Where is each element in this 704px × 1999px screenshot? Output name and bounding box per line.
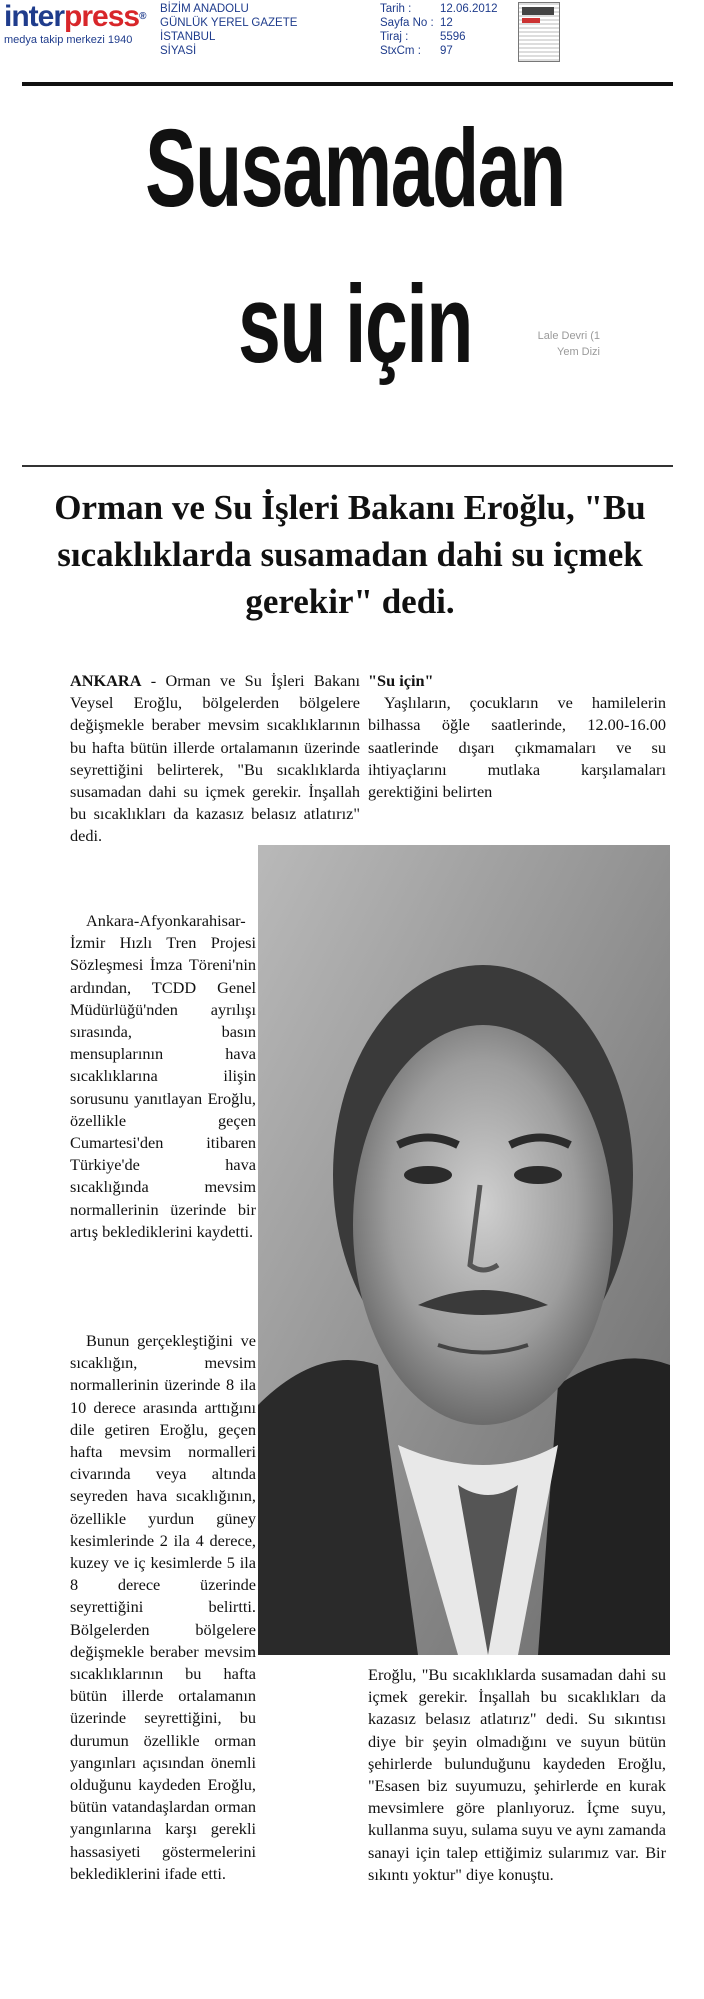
meta-row-circulation: Tiraj : 5596 bbox=[380, 31, 466, 43]
lede-text: - Orman ve Su İşleri Bakanı Veysel Eroğlu, bölgelerden bölgelere değişmekle beraber mevsim sıcaklıklarının bu hafta bütün illerde ortalamanın üzerinde seyrettiğini belirterek, "Bu sıcaklıklarda susamadan dahi su içmek gerekir. İnşallah bu sıcaklıkları da kazasız belasız atlatırız" dedi. bbox=[70, 671, 360, 846]
thumbnail-highlight bbox=[522, 18, 540, 23]
column-left-narrow bbox=[70, 910, 256, 1243]
lede-paragraph bbox=[70, 670, 360, 848]
column-left-narrow-2 bbox=[70, 1330, 256, 1885]
publication-category: SİYASİ bbox=[160, 45, 197, 57]
paragraph-2: Ankara-Afyonkarahisar-İzmir Hızlı Tren Projesi Sözleşmesi İmza Töreni'nin ardından, TCDD Genel Müdürlüğü'nden ayrılışı sırasında, basın mensuplarının hava sıcaklıklarına ilişin sorusunu yanıtlayan Eroğlu, özellikle geçen Cumartesi'den itibaren Türkiye'de hava sıcaklığında mevsim normallerinin üzerinde bir artış beklediklerini kaydetti. bbox=[70, 911, 256, 1241]
publication-name: BİZİM ANADOLU bbox=[160, 3, 249, 15]
top-rule bbox=[22, 82, 673, 86]
logo-tagline: medya takip merkezi 1940 bbox=[4, 34, 133, 46]
section-heading: "Su için" bbox=[368, 671, 434, 690]
minister-photo bbox=[258, 845, 670, 1655]
thumbnail-masthead bbox=[522, 7, 554, 15]
column-left-top bbox=[70, 670, 360, 848]
publication-info bbox=[160, 2, 370, 58]
bleed-through-line: Lale Devri (1 bbox=[537, 330, 600, 342]
meta-row-date: Tarih : 12.06.2012 bbox=[380, 3, 498, 15]
headline-rule bbox=[22, 465, 673, 467]
paragraph-5: Eroğlu, "Bu sıcaklıklarda susamadan dahi su içmek gerekir. İnşallah bu sıcaklıkları da kazasız belasız atlatırız" dedi. Su sıkıntısı diye bir şeyin olmadığını ve suyun bütün şehirlerde bulunduğunu kaydeden Eroğlu, "Esasen biz suyumuzu, şehirlerde en kurak mevsimlere göre planlıyoruz. İçme suyu, kullanma suyu, sulama suyu ve aynı zamanda sanayi için talep ettiğimiz sularımız var. Bir sıkıntı yoktur" diye konuştu. bbox=[368, 1665, 666, 1884]
subheadline: Orman ve Su İşleri Bakanı Eroğlu, "Bu sıcaklıklarda susamadan dahi su içmek gerekir" dedi. bbox=[54, 488, 646, 621]
headline-line-1: Susamadan bbox=[145, 107, 565, 230]
column-right-bottom bbox=[368, 1664, 666, 1886]
logo-wordmark: interpress® bbox=[4, 0, 146, 33]
headline-block bbox=[40, 96, 670, 460]
bleed-through-line: Yem Dizi bbox=[557, 346, 600, 358]
publication-type: GÜNLÜK YEREL GAZETE bbox=[160, 17, 298, 29]
portrait-illustration bbox=[258, 845, 670, 1655]
page-thumbnail bbox=[518, 2, 560, 62]
face bbox=[353, 1025, 613, 1425]
meta-row-page: Sayfa No : 12 bbox=[380, 17, 453, 29]
interpress-logo bbox=[4, 2, 154, 48]
jacket-right bbox=[538, 1358, 670, 1655]
clipping-meta bbox=[380, 2, 510, 58]
publication-city: İSTANBUL bbox=[160, 31, 216, 43]
headline-line-1-wrap bbox=[40, 108, 670, 230]
column-right-top bbox=[368, 670, 666, 803]
dateline: ANKARA bbox=[70, 671, 142, 690]
headline-line-2-wrap bbox=[40, 264, 670, 386]
headline-line-2: su için bbox=[237, 263, 473, 386]
paragraph-4: Yaşlıların, çocukların ve hamilelerin bilhassa öğle saatlerinde, 12.00-16.00 saatlerinde dışarı çıkmamaları ve su ihtiyaçlarını mutlaka karşılamaları gerektiğini belirten bbox=[368, 693, 666, 802]
right-eye bbox=[514, 1166, 562, 1184]
bleed-through-text bbox=[470, 328, 600, 360]
paragraph-3: Bunun gerçekleştiğini ve sıcaklığın, mevsim normallerinin üzerinde 8 ila 10 derece arasında arttığını dile getiren Eroğlu, geçen hafta mevsim normalleri civarında veya altında seyreden hava sıcaklığının, özellikle yurdun güney kesimlerinde 2 ila 4 derece, kuzey ve iç kesimlerde 5 ila 8 derece üzerinde seyrettiğini belirtti. Bölgelerden bölgelere değişmekle beraber mevsim sıcaklıklarının bu hafta bütün illerde ortalamanın üzerinde seyrettiğini, bu durumun özellikle orman yangınları açısından önemli olduğunu kaydeden Eroğlu, bütün vatandaşlardan orman yangınlarına karşı gerekli hassasiyeti göstermelerini beklediklerini ifade etti. bbox=[70, 1331, 256, 1883]
left-eye bbox=[404, 1166, 452, 1184]
meta-row-stxcm: StxCm : 97 bbox=[380, 45, 453, 57]
